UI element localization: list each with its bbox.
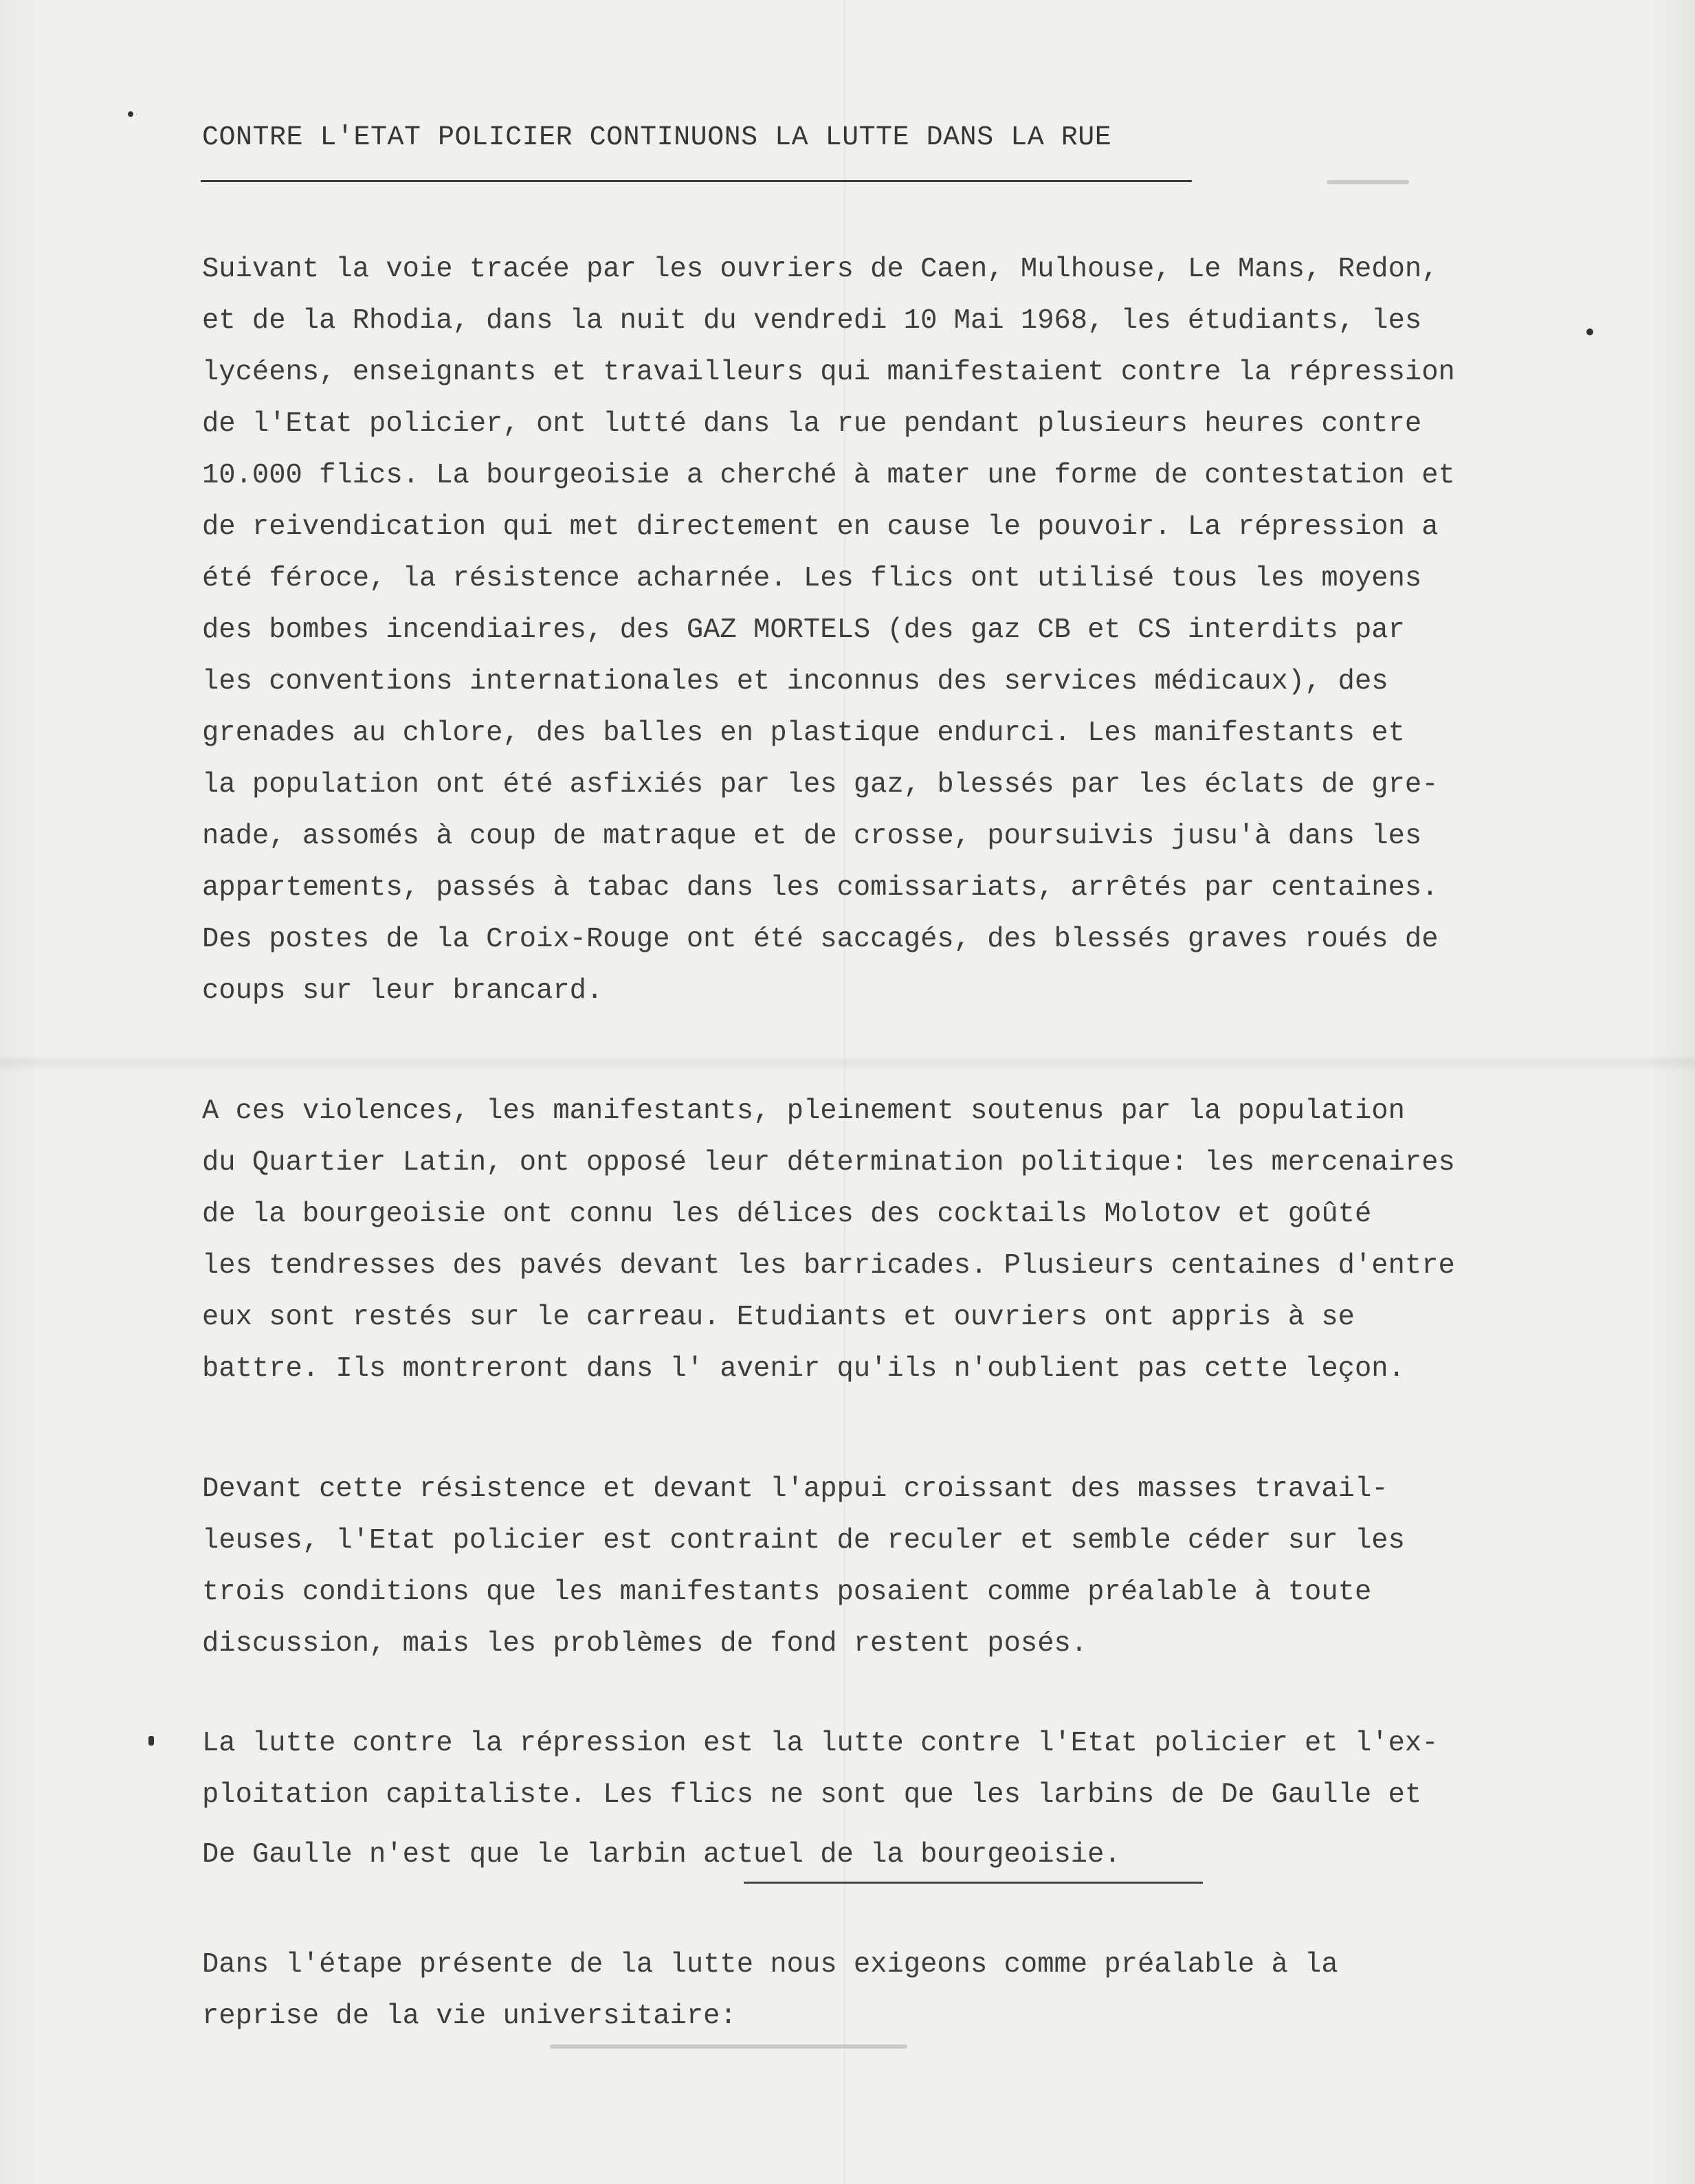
text-line: battre. Ils montreront dans l' avenir qu'ils n'oublient pas cette leçon. xyxy=(202,1353,1405,1385)
text-line: reprise de la vie universitaire: xyxy=(202,2001,737,2032)
text-line: de la bourgeoisie ont connu les délices des cocktails Molotov et goûté xyxy=(202,1199,1372,1230)
paragraph-3 xyxy=(202,1464,1584,1670)
text-line: lycéens, enseignants et travailleurs qui manifestaient contre la répression xyxy=(202,357,1455,388)
text-line: leuses, l'Etat policier est contraint de reculer et semble céder sur les xyxy=(202,1525,1405,1557)
text-line: 10.000 flics. La bourgeoisie a cherché à mater une forme de contestation et xyxy=(202,460,1455,491)
ink-speck xyxy=(148,1736,154,1746)
ink-speck xyxy=(1586,328,1593,335)
text-line: De Gaulle n'est que le larbin actuel de la bourgeoisie. xyxy=(202,1839,1121,1871)
text-line: Dans l'étape présente de la lutte nous exigeons comme préalable à la xyxy=(202,1949,1338,1981)
text-line: grenades au chlore, des balles en plastique endurci. Les manifestants et xyxy=(202,717,1405,749)
text-line: les tendresses des pavés devant les barricades. Plusieurs centaines d'entre xyxy=(202,1250,1455,1282)
text-line: Devant cette résistence et devant l'appui croissant des masses travail- xyxy=(202,1473,1388,1505)
text-line: les conventions internationales et inconnus des services médicaux), des xyxy=(202,666,1388,698)
ink-smudge xyxy=(1327,180,1409,184)
text-line: la population ont été asfixiés par les gaz, blessés par les éclats de gre- xyxy=(202,769,1439,801)
text-line: eux sont restés sur le carreau. Etudiants et ouvriers ont appris à se xyxy=(202,1302,1355,1333)
text-line: coups sur leur brancard. xyxy=(202,975,603,1007)
text-line: été féroce, la résistence acharnée. Les flics ont utilisé tous les moyens xyxy=(202,563,1422,594)
text-line: de l'Etat policier, ont lutté dans la rue pendant plusieurs heures contre xyxy=(202,408,1422,440)
paragraph-5 xyxy=(202,1939,1584,2042)
text-line: de reivendication qui met directement en cause le pouvoir. La répression a xyxy=(202,511,1439,543)
text-line: trois conditions que les manifestants posaient comme préalable à toute xyxy=(202,1576,1372,1608)
ink-speck xyxy=(128,111,133,117)
ink-smudge xyxy=(550,2044,907,2049)
text-line: discussion, mais les problèmes de fond restent posés. xyxy=(202,1628,1088,1660)
text-line: et de la Rhodia, dans la nuit du vendredi 10 Mai 1968, les étudiants, les xyxy=(202,305,1422,337)
paragraph-2 xyxy=(202,1086,1584,1395)
text-line: La lutte contre la répression est la lutte contre l'Etat policier et l'ex- xyxy=(202,1728,1439,1759)
text-line: appartements, passés à tabac dans les comissariats, arrêtés par centaines. xyxy=(202,872,1439,904)
text-line: A ces violences, les manifestants, pleinement soutenus par la population xyxy=(202,1095,1405,1127)
text-line: ploitation capitaliste. Les flics ne sont que les larbins de De Gaulle et xyxy=(202,1779,1422,1811)
document-title: CONTRE L'ETAT POLICIER CONTINUONS LA LUTTE DANS LA RUE xyxy=(202,122,1112,153)
paragraph-1 xyxy=(202,244,1584,1017)
text-line: du Quartier Latin, ont opposé leur détermination politique: les mercenaires xyxy=(202,1147,1455,1179)
paragraph-4 xyxy=(202,1718,1584,1881)
underline-mark xyxy=(744,1882,1203,1884)
text-line: Des postes de la Croix-Rouge ont été saccagés, des blessés graves roués de xyxy=(202,924,1439,955)
text-line: Suivant la voie tracée par les ouvriers de Caen, Mulhouse, Le Mans, Redon, xyxy=(202,254,1439,285)
text-line: nade, assomés à coup de matraque et de crosse, poursuivis jusu'à dans les xyxy=(202,821,1422,852)
text-line: des bombes incendiaires, des GAZ MORTELS (des gaz CB et CS interdits par xyxy=(202,614,1405,646)
title-underline xyxy=(201,180,1192,182)
